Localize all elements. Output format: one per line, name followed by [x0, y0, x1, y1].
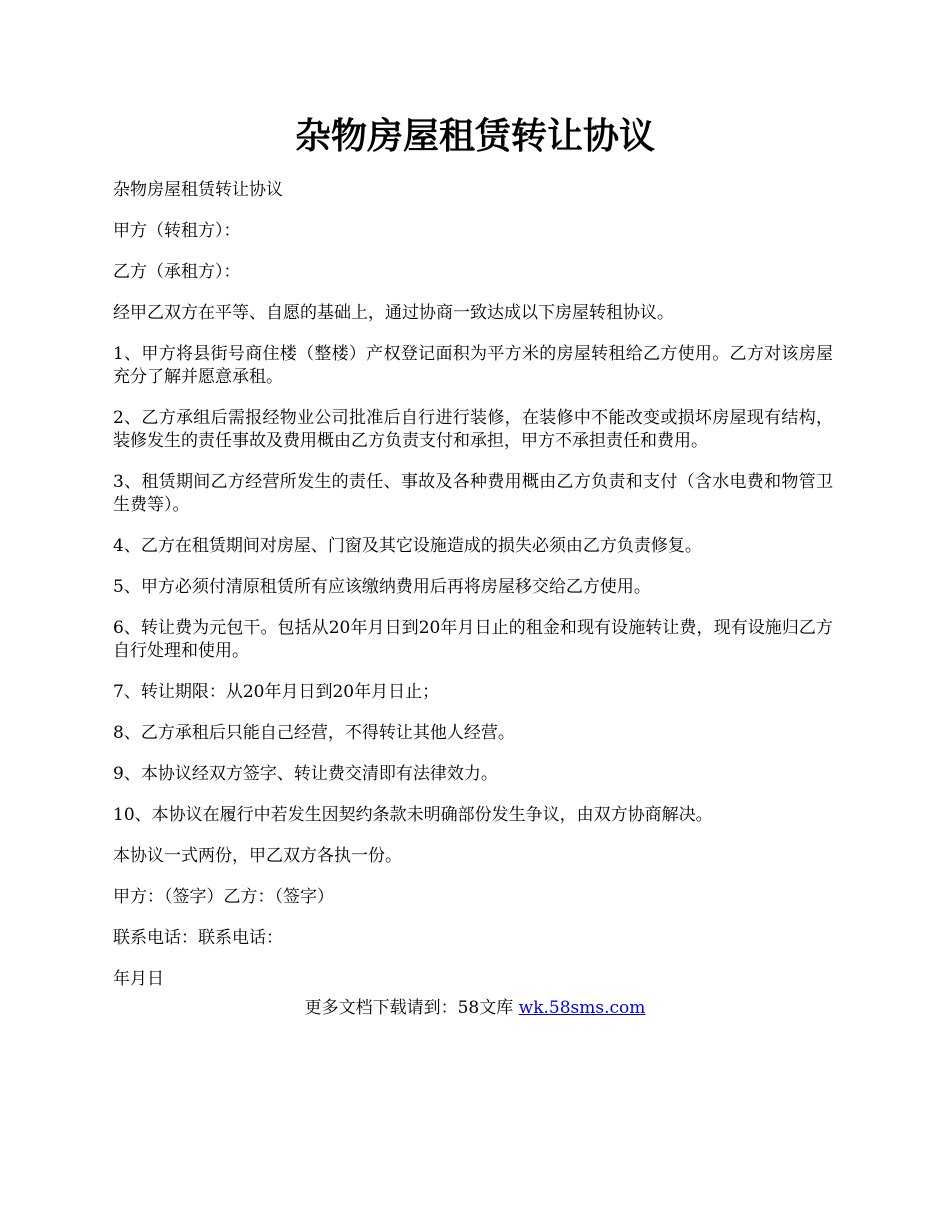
paragraph-preamble: 经甲乙双方在平等、自愿的基础上，通过协商一致达成以下房屋转租协议。: [113, 303, 674, 323]
paragraph-clause-1: 1、甲方将县街号商住楼（整楼）产权登记面积为平方米的房屋转租给乙方使用。乙方对该房屋充分了解并愿意承租。: [113, 344, 833, 387]
paragraph-clause-3: 3、租赁期间乙方经营所发生的责任、事故及各种费用概由乙方负责和支付（含水电费和物管卫生费等）。: [113, 472, 833, 515]
document-body: [113, 179, 833, 1009]
paragraph-phones: 联系电话：联系电话：: [113, 928, 283, 948]
paragraph-clause-8: 8、乙方承租后只能自己经营，不得转让其他人经营。: [113, 723, 515, 743]
paragraph-clause-5: 5、甲方必须付清原租赁所有应该缴纳费用后再将房屋移交给乙方使用。: [113, 577, 651, 597]
paragraph-heading: 杂物房屋租赁转让协议: [113, 180, 283, 200]
paragraph-party-a: 甲方（转租方）：: [113, 221, 241, 241]
paragraph-date: 年月日: [113, 969, 164, 989]
paragraph-party-b: 乙方（承租方）：: [113, 262, 241, 282]
paragraph-clause-6: 6、转让费为元包干。包括从20年月日到20年月日止的租金和现有设施转让费，现有设施归乙方自行处理和使用。: [113, 618, 833, 661]
footer-prefix: 更多文档下载请到：58文库: [304, 998, 519, 1018]
paragraph-clause-9: 9、本协议经双方签字、转让费交清即有法律效力。: [113, 764, 498, 784]
paragraph-clause-10: 10、本协议在履行中若发生因契约条款未明确部份发生争议，由双方协商解决。: [113, 805, 713, 825]
document-title: 杂物房屋租赁转让协议: [294, 115, 655, 157]
footer-note: [0, 997, 950, 1020]
paragraph-clause-4: 4、乙方在租赁期间对房屋、门窗及其它设施造成的损失必须由乙方负责修复。: [113, 536, 702, 556]
paragraph-clause-2: 2、乙方承组后需报经物业公司批准后自行进行装修，在装修中不能改变或损坏房屋现有结构，装修发生的责任事故及费用概由乙方负责支付和承担，甲方不承担责任和费用。: [113, 408, 833, 451]
paragraph-copies: 本协议一式两份，甲乙双方各执一份。: [113, 846, 402, 866]
footer-link[interactable]: wk.58sms.com: [518, 998, 646, 1018]
paragraph-signatures: 甲方：（签字）乙方：（签字）: [113, 887, 334, 907]
paragraph-clause-7: 7、转让期限：从20年月日到20年月日止；: [113, 682, 440, 702]
